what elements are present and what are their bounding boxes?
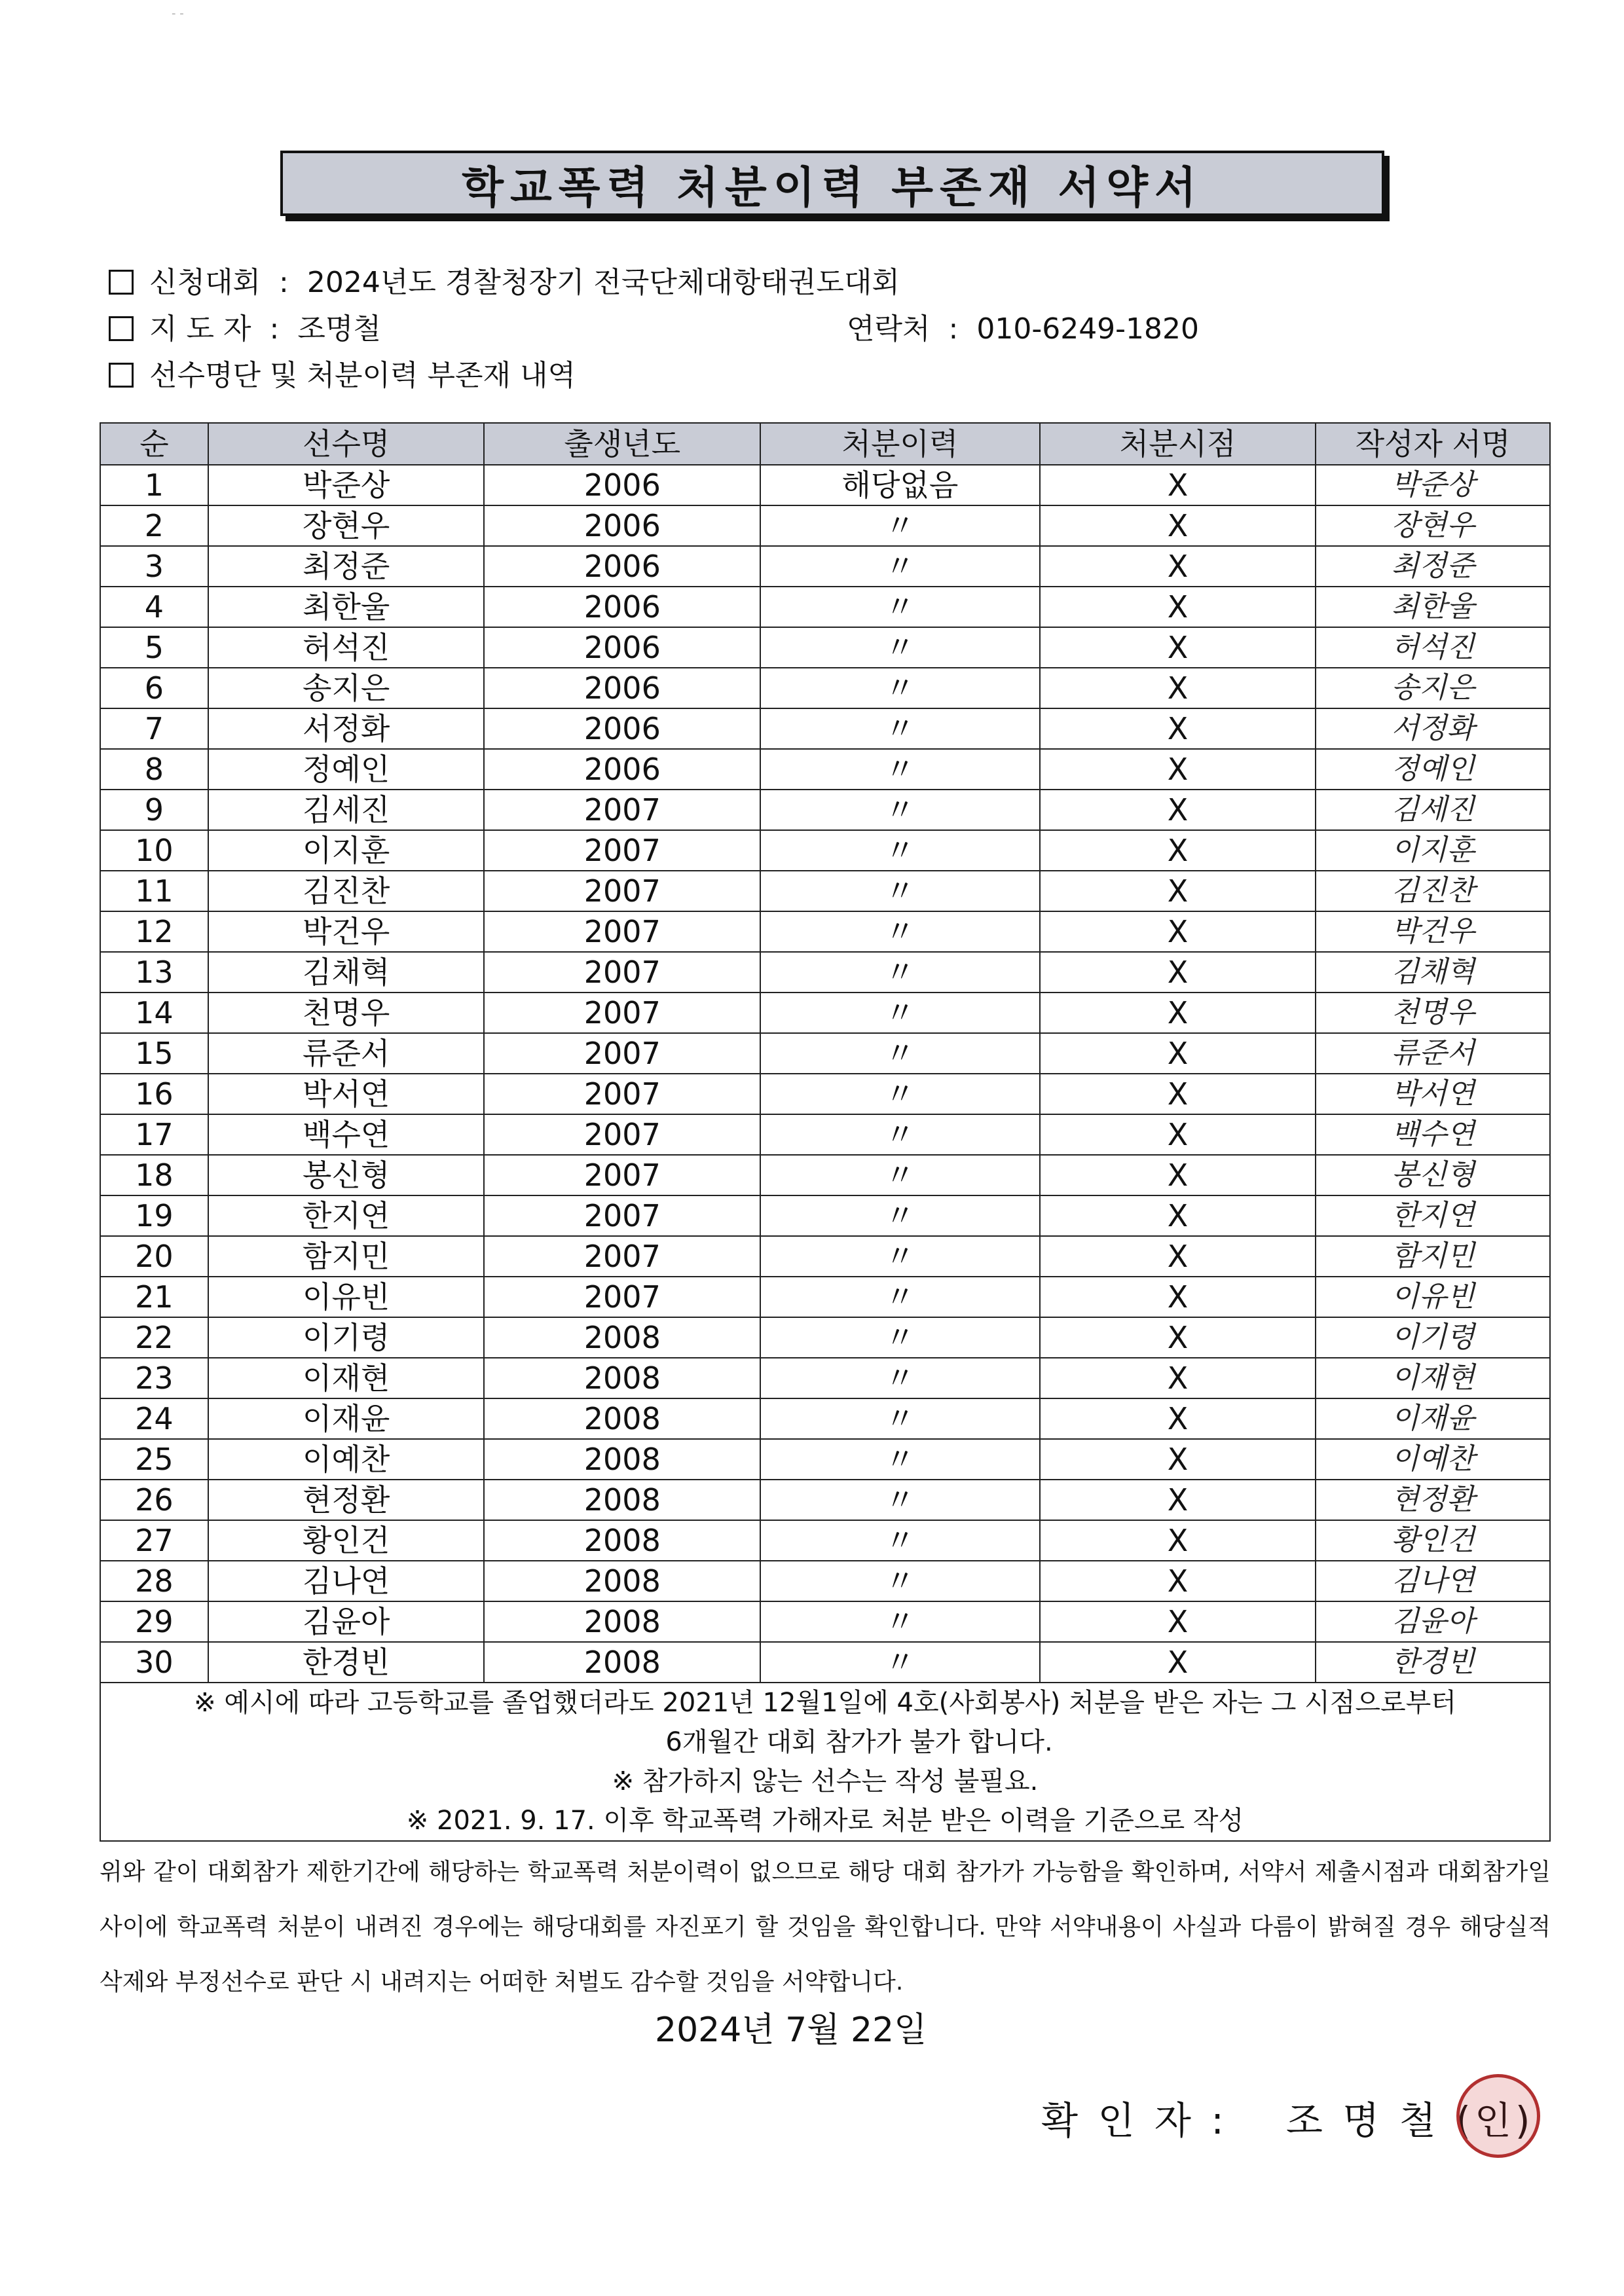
competition-value: 2024년도 경찰청장기 전국단체대항태권도대회 (306, 266, 900, 299)
disciplinary-time: X (1040, 830, 1316, 871)
row-number: 21 (100, 1277, 208, 1317)
player-name: 허석진 (208, 627, 485, 668)
row-number: 18 (100, 1155, 208, 1195)
signature: 현정환 (1316, 1480, 1550, 1520)
player-name: 김세진 (208, 790, 485, 830)
birth-year: 2007 (484, 1155, 760, 1195)
row-number: 6 (100, 668, 208, 708)
disciplinary-time: X (1040, 546, 1316, 587)
confirmer-label: 확 인 자 : (1041, 2098, 1228, 2143)
disciplinary-time: X (1040, 587, 1316, 627)
player-name: 류준서 (208, 1033, 485, 1074)
disciplinary-time: X (1040, 1601, 1316, 1642)
disciplinary-history: 〃 (760, 871, 1040, 911)
roster-table (100, 422, 1551, 1842)
disciplinary-history: 〃 (760, 1074, 1040, 1114)
player-name: 최정준 (208, 546, 485, 587)
row-number: 17 (100, 1114, 208, 1155)
disciplinary-history: 〃 (760, 1033, 1040, 1074)
row-number: 19 (100, 1195, 208, 1236)
player-name: 김윤아 (208, 1601, 485, 1642)
disciplinary-time: X (1040, 1358, 1316, 1398)
disciplinary-time: X (1040, 1398, 1316, 1439)
signature: 김채혁 (1316, 952, 1550, 993)
player-name: 한지연 (208, 1195, 485, 1236)
row-number: 29 (100, 1601, 208, 1642)
birth-year: 2006 (484, 749, 760, 790)
signature: 이기령 (1316, 1317, 1550, 1358)
birth-year: 2006 (484, 708, 760, 749)
player-name: 이재현 (208, 1358, 485, 1398)
birth-year: 2006 (484, 465, 760, 505)
disciplinary-time: X (1040, 1033, 1316, 1074)
signature: 이유빈 (1316, 1277, 1550, 1317)
row-number: 20 (100, 1236, 208, 1277)
note-3: ※ 2021. 9. 17. 이후 학교폭력 가해자로 처분 받은 이력을 기준으로 작성 (406, 1806, 1244, 1836)
note-1-continued: 6개월간 대회 참가가 불가 합니다. (665, 1727, 1053, 1757)
table-row (100, 1277, 1550, 1317)
table-row (100, 546, 1550, 587)
roster-heading: 선수명단 및 처분이력 부존재 내역 (149, 359, 576, 392)
disciplinary-time: X (1040, 1155, 1316, 1195)
table-row (100, 830, 1550, 871)
player-name: 현정환 (208, 1480, 485, 1520)
disciplinary-time: X (1040, 1439, 1316, 1480)
table-row (100, 1074, 1550, 1114)
player-name: 황인건 (208, 1520, 485, 1561)
row-number: 1 (100, 465, 208, 505)
player-name: 천명우 (208, 993, 485, 1033)
table-row (100, 1398, 1550, 1439)
note-2: ※ 참가하지 않는 선수는 작성 불필요. (612, 1766, 1039, 1796)
disciplinary-time: X (1040, 911, 1316, 952)
disciplinary-history: 〃 (760, 1398, 1040, 1439)
disciplinary-time: X (1040, 952, 1316, 993)
row-number: 16 (100, 1074, 208, 1114)
info-competition: 신청대회 : 2024년도 경찰청장기 전국단체대항태권도대회 (109, 259, 900, 301)
table-row (100, 749, 1550, 790)
table-row (100, 668, 1550, 708)
table-row (100, 1155, 1550, 1195)
signature: 한지연 (1316, 1195, 1550, 1236)
disciplinary-time: X (1040, 668, 1316, 708)
signature: 함지민 (1316, 1236, 1550, 1277)
table-row (100, 587, 1550, 627)
competition-label: 신청대회 (149, 266, 261, 299)
birth-year: 2007 (484, 790, 760, 830)
disciplinary-history: 〃 (760, 668, 1040, 708)
scan-artifact: - - (172, 7, 184, 20)
disciplinary-history: 〃 (760, 1520, 1040, 1561)
row-number: 22 (100, 1317, 208, 1358)
disciplinary-time: X (1040, 708, 1316, 749)
disciplinary-history: 〃 (760, 1236, 1040, 1277)
note-1: ※ 예시에 따라 고등학교를 졸업했더라도 2021년 12월1일에 4호(사회봉사) 처분을 받은 자는 그 시점으로부터 (194, 1688, 1456, 1718)
document-title: 학교폭력 처분이력 부존재 서약서 (462, 162, 1203, 213)
red-seal-stamp (1456, 2074, 1540, 2158)
table-header-row (100, 423, 1550, 465)
header-history: 처분이력 (760, 423, 1040, 465)
document-title-box (280, 151, 1384, 216)
birth-year: 2007 (484, 1277, 760, 1317)
table-row (100, 790, 1550, 830)
signature: 이재현 (1316, 1358, 1550, 1398)
signature: 이예찬 (1316, 1439, 1550, 1480)
birth-year: 2008 (484, 1642, 760, 1683)
birth-year: 2007 (484, 1114, 760, 1155)
birth-year: 2007 (484, 911, 760, 952)
player-name: 이예찬 (208, 1439, 485, 1480)
disciplinary-time: X (1040, 993, 1316, 1033)
disciplinary-history: 〃 (760, 1480, 1040, 1520)
birth-year: 2007 (484, 993, 760, 1033)
disciplinary-time: X (1040, 1642, 1316, 1683)
disciplinary-history: 〃 (760, 708, 1040, 749)
player-name: 김채혁 (208, 952, 485, 993)
birth-year: 2008 (484, 1358, 760, 1398)
disciplinary-time: X (1040, 1317, 1316, 1358)
player-name: 김나연 (208, 1561, 485, 1601)
info-contact: 연락처 : 010-6249-1820 (847, 312, 1200, 346)
row-number: 26 (100, 1480, 208, 1520)
row-number: 14 (100, 993, 208, 1033)
disciplinary-time: X (1040, 1277, 1316, 1317)
disciplinary-history: 〃 (760, 546, 1040, 587)
signature: 김윤아 (1316, 1601, 1550, 1642)
player-name: 봉신형 (208, 1155, 485, 1195)
disciplinary-time: X (1040, 1480, 1316, 1520)
signature: 류준서 (1316, 1033, 1550, 1074)
birth-year: 2006 (484, 668, 760, 708)
disciplinary-history: 〃 (760, 627, 1040, 668)
player-name: 함지민 (208, 1236, 485, 1277)
disciplinary-history: 〃 (760, 993, 1040, 1033)
row-number: 24 (100, 1398, 208, 1439)
table-row (100, 1236, 1550, 1277)
birth-year: 2008 (484, 1480, 760, 1520)
birth-year: 2006 (484, 627, 760, 668)
table-row (100, 505, 1550, 546)
player-name: 박건우 (208, 911, 485, 952)
disciplinary-time: X (1040, 790, 1316, 830)
disciplinary-history: 〃 (760, 1114, 1040, 1155)
row-number: 9 (100, 790, 208, 830)
row-number: 13 (100, 952, 208, 993)
disciplinary-history: 〃 (760, 587, 1040, 627)
birth-year: 2007 (484, 952, 760, 993)
birth-year: 2007 (484, 1195, 760, 1236)
row-number: 27 (100, 1520, 208, 1561)
header-no: 순 (100, 423, 208, 465)
player-name: 서정화 (208, 708, 485, 749)
signature: 봉신형 (1316, 1155, 1550, 1195)
disciplinary-time: X (1040, 749, 1316, 790)
birth-year: 2008 (484, 1561, 760, 1601)
table-row (100, 871, 1550, 911)
table-row (100, 1358, 1550, 1398)
table-row (100, 1114, 1550, 1155)
signature: 김세진 (1316, 790, 1550, 830)
row-number: 11 (100, 871, 208, 911)
disciplinary-history: 〃 (760, 1439, 1040, 1480)
header-time: 처분시점 (1040, 423, 1316, 465)
disciplinary-time: X (1040, 1561, 1316, 1601)
disciplinary-history: 〃 (760, 830, 1040, 871)
checkbox-icon[interactable] (109, 363, 134, 388)
header-name: 선수명 (208, 423, 485, 465)
table-row (100, 1520, 1550, 1561)
disciplinary-history: 〃 (760, 790, 1040, 830)
disciplinary-time: X (1040, 1074, 1316, 1114)
birth-year: 2007 (484, 830, 760, 871)
signature: 박준상 (1316, 465, 1550, 505)
disciplinary-history: 〃 (760, 1358, 1040, 1398)
player-name: 김진찬 (208, 871, 485, 911)
player-name: 이기령 (208, 1317, 485, 1358)
player-name: 송지은 (208, 668, 485, 708)
birth-year: 2007 (484, 871, 760, 911)
table-row (100, 465, 1550, 505)
disciplinary-time: X (1040, 871, 1316, 911)
table-row (100, 1317, 1550, 1358)
seal-suffix: (인) (1456, 2098, 1534, 2143)
table-row (100, 627, 1550, 668)
birth-year: 2006 (484, 546, 760, 587)
birth-year: 2006 (484, 587, 760, 627)
info-instructor: 지 도 자 : 조명철 (109, 305, 381, 347)
signature: 김진찬 (1316, 871, 1550, 911)
signing-date: 2024년 7월 22일 (655, 2011, 927, 2050)
birth-year: 2008 (484, 1601, 760, 1642)
signature: 황인건 (1316, 1520, 1550, 1561)
signature: 허석진 (1316, 627, 1550, 668)
signature: 이지훈 (1316, 830, 1550, 871)
instructor-label: 지 도 자 (149, 312, 251, 346)
player-name: 이재윤 (208, 1398, 485, 1439)
birth-year: 2008 (484, 1520, 760, 1561)
row-number: 5 (100, 627, 208, 668)
notes-cell (100, 1683, 1550, 1841)
player-name: 정예인 (208, 749, 485, 790)
header-signature: 작성자 서명 (1316, 423, 1550, 465)
disciplinary-time: X (1040, 1236, 1316, 1277)
row-number: 8 (100, 749, 208, 790)
disciplinary-history: 해당없음 (760, 465, 1040, 505)
table-row (100, 911, 1550, 952)
signature: 김나연 (1316, 1561, 1550, 1601)
disciplinary-time: X (1040, 1195, 1316, 1236)
instructor-value: 조명철 (297, 312, 381, 346)
notes-row (100, 1683, 1550, 1841)
disciplinary-time: X (1040, 1520, 1316, 1561)
row-number: 15 (100, 1033, 208, 1074)
player-name: 최한울 (208, 587, 485, 627)
disciplinary-history: 〃 (760, 1155, 1040, 1195)
contact-value: 010-6249-1820 (976, 312, 1200, 346)
table-row (100, 993, 1550, 1033)
signature: 이재윤 (1316, 1398, 1550, 1439)
table-row (100, 708, 1550, 749)
disciplinary-history: 〃 (760, 952, 1040, 993)
table-row (100, 1561, 1550, 1601)
signature: 박서연 (1316, 1074, 1550, 1114)
row-number: 25 (100, 1439, 208, 1480)
contact-label: 연락처 (847, 312, 931, 346)
birth-year: 2006 (484, 505, 760, 546)
table-row (100, 1033, 1550, 1074)
table-row (100, 1195, 1550, 1236)
player-name: 백수연 (208, 1114, 485, 1155)
table-row (100, 1439, 1550, 1480)
player-name: 박서연 (208, 1074, 485, 1114)
row-number: 23 (100, 1358, 208, 1398)
signature: 송지은 (1316, 668, 1550, 708)
disciplinary-history: 〃 (760, 1601, 1040, 1642)
signature: 최정준 (1316, 546, 1550, 587)
birth-year: 2007 (484, 1236, 760, 1277)
info-roster-heading (109, 352, 576, 393)
player-name: 이유빈 (208, 1277, 485, 1317)
table-row (100, 952, 1550, 993)
disciplinary-history: 〃 (760, 505, 1040, 546)
disciplinary-history: 〃 (760, 1195, 1040, 1236)
table-row (100, 1480, 1550, 1520)
player-name: 박준상 (208, 465, 485, 505)
row-number: 10 (100, 830, 208, 871)
confirmer-name: 조 명 철 (1285, 2098, 1440, 2143)
disciplinary-time: X (1040, 1114, 1316, 1155)
pledge-paragraph: 위와 같이 대회참가 제한기간에 해당하는 학교폭력 처분이력이 없으므로 해당 대회 참가가 가능함을 확인하며, 서약서 제출시점과 대회참가일 사이에 학교폭력 처분이 내려진 경우에는 해당대회를 자진포기 할 것임을 확인합니다. 만약 서약내용이 사실과 다름이 밝혀질 경우 해당실적 삭제와 부정선수로 판단 시 내려지는 어떠한 처벌도 감수할 것임을 서약합니다. (100, 1859, 1551, 1995)
birth-year: 2007 (484, 1033, 760, 1074)
row-number: 12 (100, 911, 208, 952)
header-year: 출생년도 (484, 423, 760, 465)
signature: 백수연 (1316, 1114, 1550, 1155)
table-row (100, 1642, 1550, 1683)
checkbox-icon[interactable] (109, 270, 134, 295)
birth-year: 2008 (484, 1439, 760, 1480)
birth-year: 2007 (484, 1074, 760, 1114)
birth-year: 2008 (484, 1317, 760, 1358)
row-number: 30 (100, 1642, 208, 1683)
disciplinary-history: 〃 (760, 1277, 1040, 1317)
signature: 천명우 (1316, 993, 1550, 1033)
disciplinary-time: X (1040, 627, 1316, 668)
row-number: 2 (100, 505, 208, 546)
birth-year: 2008 (484, 1398, 760, 1439)
disciplinary-time: X (1040, 505, 1316, 546)
table-row (100, 1601, 1550, 1642)
player-name: 장현우 (208, 505, 485, 546)
row-number: 4 (100, 587, 208, 627)
player-name: 한경빈 (208, 1642, 485, 1683)
disciplinary-time: X (1040, 465, 1316, 505)
disciplinary-history: 〃 (760, 1642, 1040, 1683)
disciplinary-history: 〃 (760, 1317, 1040, 1358)
signature: 최한울 (1316, 587, 1550, 627)
disciplinary-history: 〃 (760, 749, 1040, 790)
signature: 한경빈 (1316, 1642, 1550, 1683)
row-number: 7 (100, 708, 208, 749)
signature: 박건우 (1316, 911, 1550, 952)
signature: 정예인 (1316, 749, 1550, 790)
signature: 장현우 (1316, 505, 1550, 546)
disciplinary-history: 〃 (760, 911, 1040, 952)
row-number: 3 (100, 546, 208, 587)
player-name: 이지훈 (208, 830, 485, 871)
signature: 서정화 (1316, 708, 1550, 749)
row-number: 28 (100, 1561, 208, 1601)
disciplinary-history: 〃 (760, 1561, 1040, 1601)
checkbox-icon[interactable] (109, 316, 134, 341)
